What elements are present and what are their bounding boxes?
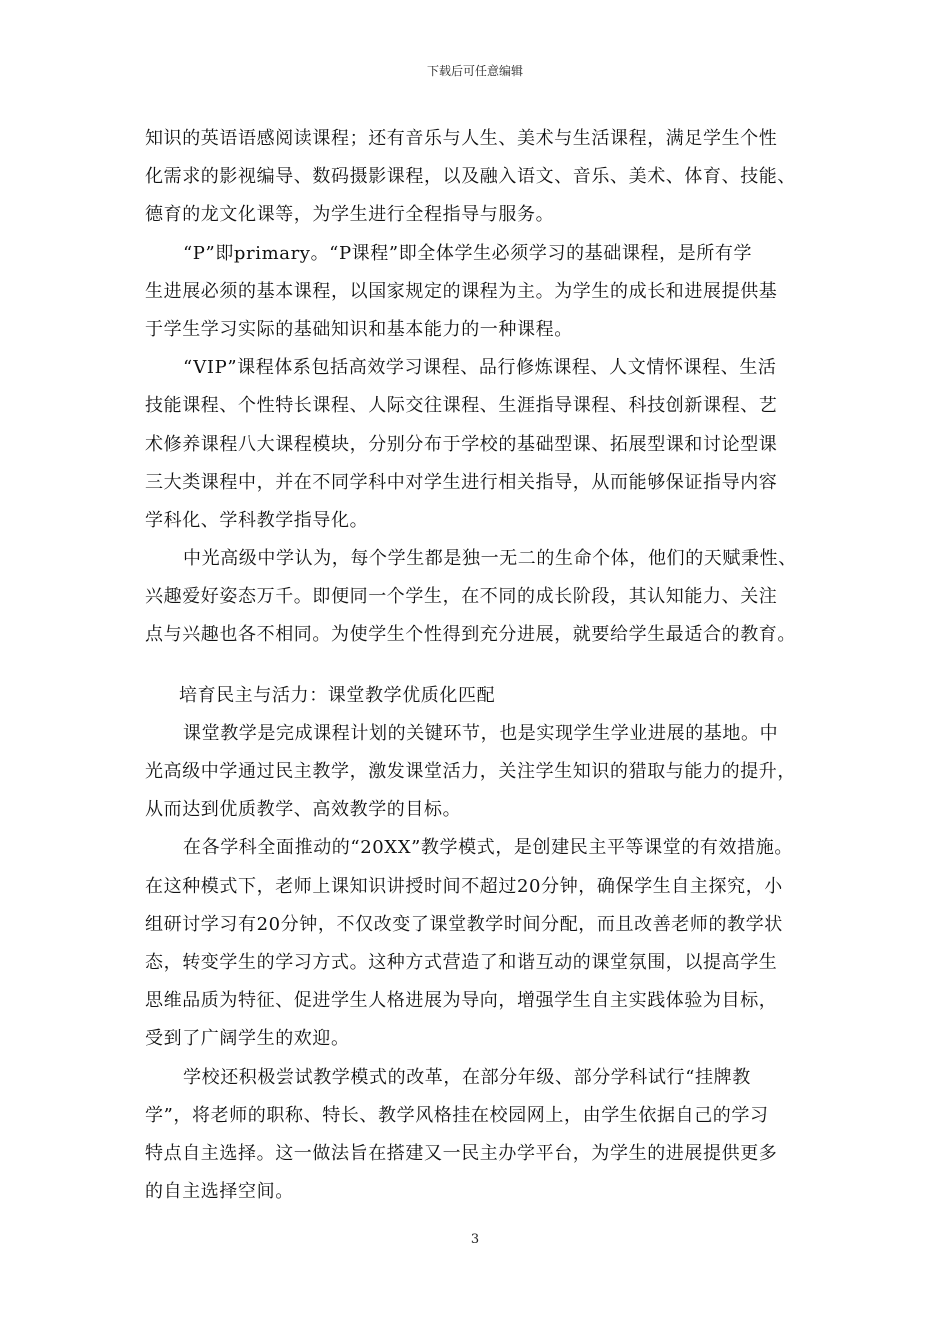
paragraph-line: 学科化、学科教学指导化。: [145, 509, 369, 531]
paragraph-line: 点与兴趣也各不相同。为使学生个性得到充分进展，就要给学生最适合的教育。: [145, 624, 796, 646]
paragraph-line: 从而达到优质教学、高效教学的目标。: [145, 799, 462, 821]
paragraph-line: 受到了广阔学生的欢迎。: [145, 1028, 350, 1050]
paragraph-line: 于学生学习实际的基础知识和基本能力的一种课程。: [145, 318, 573, 340]
paragraph-line: 知识的英语语感阅读课程；还有音乐与人生、美术与生活课程，满足学生个性: [145, 128, 778, 149]
paragraph-line: 技能课程、个性特长课程、人际交往课程、生涯指导课程、科技创新课程、艺: [145, 395, 778, 417]
paragraph-line: 在这种模式下，老师上课知识讲授时间不超过20分钟，确保学生自主探究，小: [145, 875, 783, 897]
paragraph-line: 组研讨学习有20分钟，不仅改变了课堂教学时间分配，而且改善老师的教学状: [145, 913, 783, 935]
paragraph-line: 兴趣爱好姿态万千。即便同一个学生，在不同的成长阶段，其认知能力、关注: [145, 586, 778, 608]
paragraph-line: 特点自主选择。这一做法旨在搭建又一民主办学平台，为学生的进展提供更多: [145, 1142, 778, 1164]
paragraph-line: 德育的龙文化课等，为学生进行全程指导与服务。: [145, 204, 555, 226]
paragraph-line: “VIP”课程体系包括高效学习课程、品行修炼课程、人文情怀课程、生活: [183, 357, 777, 379]
page-number: 3: [470, 1232, 480, 1247]
paragraph-line: 三大类课程中，并在不同学科中对学生进行相关指导，从而能够保证指导内容: [145, 471, 778, 493]
paragraph-line: 光高级中学通过民主教学，激发课堂活力，关注学生知识的猎取与能力的提升，: [145, 761, 796, 782]
paragraph-line: 学校还积极尝试教学模式的改革，在部分年级、部分学科试行“挂牌教: [183, 1066, 751, 1088]
paragraph-line: 生进展必须的基本课程，以国家规定的课程为主。为学生的成长和进展提供基: [145, 280, 778, 302]
paragraph-line: 学”，将老师的职称、特长、教学风格挂在校园网上，由学生依据自己的学习: [145, 1104, 769, 1126]
paragraph-line: 态，转变学生的学习方式。这种方式营造了和谐互动的课堂氛围，以提高学生: [145, 951, 778, 973]
paragraph-line: “P”即primary。“P课程”即全体学生必须学习的基础课程，是所有学: [183, 242, 753, 264]
paragraph-line: 中光高级中学认为，每个学生都是独一无二的生命个体，他们的天赋秉性、: [183, 548, 797, 570]
paragraph-line: 的自主选择空间。: [145, 1181, 294, 1203]
document-body: [145, 122, 825, 1213]
section-heading: 培育民主与活力：课堂教学优质化匹配: [179, 684, 496, 706]
paragraph-line: 化需求的影视编导、数码摄影课程，以及融入语文、音乐、美术、体育、技能、: [145, 166, 796, 188]
blank-line: [145, 657, 825, 679]
paragraph-line: 课堂教学是完成课程计划的关键环节，也是实现学生学业进展的基地。中: [183, 722, 779, 744]
paragraph-line: 术修养课程八大课程模块，分别分布于学校的基础型课、拓展型课和讨论型课: [145, 433, 778, 455]
paragraph-line: 在各学科全面推动的“20XX”教学模式，是创建民主平等课堂的有效措施。: [183, 837, 793, 859]
paragraph-line: 思维品质为特征、促进学生人格进展为导向，增强学生自主实践体验为目标，: [145, 990, 778, 1012]
page-header: 下载后可任意编辑: [426, 64, 523, 78]
